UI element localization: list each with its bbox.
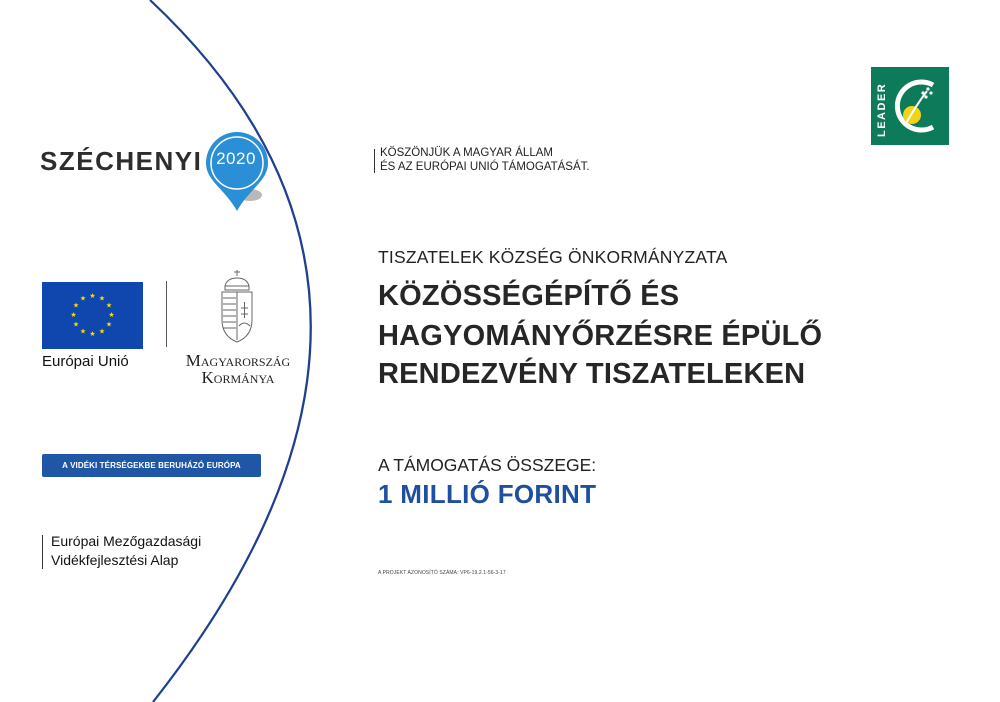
svg-text:★: ★ — [79, 327, 87, 336]
szechenyi-pin-icon — [204, 131, 270, 213]
eafrd-bar — [42, 535, 43, 569]
svg-text:★: ★ — [70, 311, 77, 319]
svg-text:★: ★ — [105, 320, 113, 329]
svg-text:★: ★ — [79, 294, 87, 303]
svg-text:★: ★ — [72, 301, 80, 310]
svg-text:★: ★ — [98, 327, 106, 336]
eafrd-label-line1: Európai Mezőgazdasági — [51, 533, 202, 549]
municipality-name: TISZATELEK KÖZSÉG ÖNKORMÁNYZATA — [378, 247, 728, 267]
logo-divider — [166, 281, 167, 347]
thanks-line1: KÖSZÖNJÜK A MAGYAR ÁLLAM — [380, 147, 553, 159]
project-id: A PROJEKT AZONOSÍTÓ SZÁMA: VP6-19.2.1-56-3-17 — [378, 570, 506, 576]
leader-logo-icon — [871, 67, 949, 145]
government-label-line2: Kormánya — [201, 368, 275, 387]
svg-text:★: ★ — [89, 330, 96, 338]
svg-text:★: ★ — [98, 294, 106, 303]
svg-text:★: ★ — [72, 320, 80, 329]
project-title-line1: KÖZÖSSÉGÉPÍTŐ ÉS — [378, 280, 680, 312]
project-title-line3: RENDEZVÉNY TISZATELEKEN — [378, 358, 806, 390]
support-amount: 1 MILLIÓ FORINT — [378, 479, 597, 509]
project-title-line2: HAGYOMÁNYŐRZÉSRE ÉPÜLŐ — [378, 320, 823, 352]
svg-text:★: ★ — [89, 292, 96, 300]
szechenyi-logo-text: SZÉCHENYI — [40, 146, 203, 176]
coat-of-arms-icon — [217, 268, 257, 348]
eu-label: Európai Unió — [42, 353, 129, 370]
leader-logo-text: LEADER — [876, 82, 888, 137]
thanks-line2: ÉS AZ EURÓPAI UNIÓ TÁMOGATÁSÁT. — [380, 161, 590, 173]
eafrd-label-line2: Vidékfejlesztési Alap — [51, 552, 179, 568]
eu-flag-icon — [42, 282, 143, 349]
svg-text:★: ★ — [105, 301, 113, 310]
thanks-bar — [374, 149, 375, 173]
svg-text:★: ★ — [108, 311, 115, 319]
support-label: A TÁMOGATÁS ÖSSZEGE: — [378, 455, 597, 475]
government-label — [172, 352, 304, 386]
government-label-line1: Magyarország — [185, 351, 291, 370]
szechenyi-year: 2020 — [216, 149, 256, 168]
rural-europe-banner: A VIDÉKI TÉRSÉGEKBE BERUHÁZÓ EURÓPA — [42, 454, 261, 477]
